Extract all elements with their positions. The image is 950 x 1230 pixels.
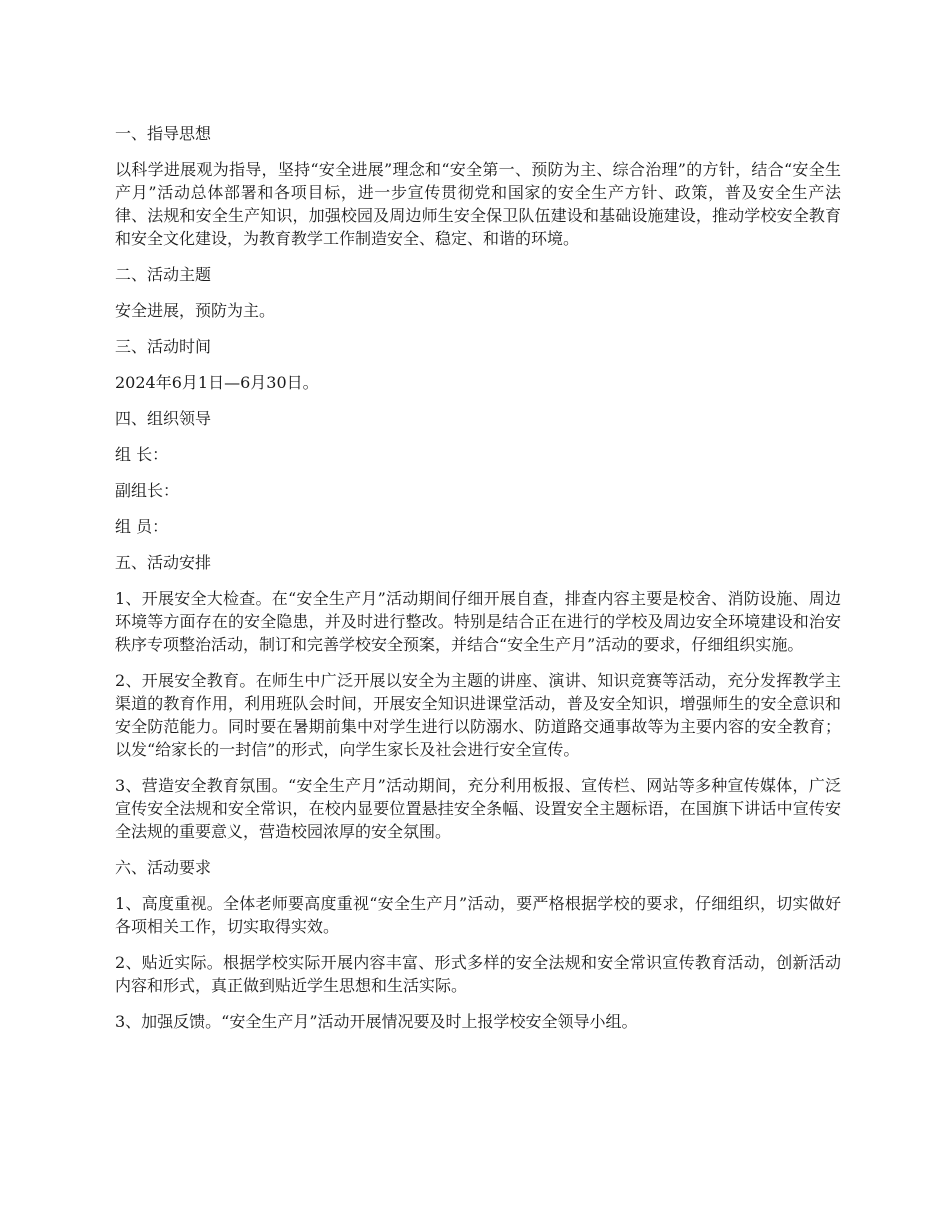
section-heading-activity-time: 三、活动时间 <box>115 337 212 356</box>
section-heading-activity-requirements: 六、活动要求 <box>115 858 212 877</box>
paragraph-requirement-3: 3、加强反馈。“安全生产月”活动开展情况要及时上报学校安全领导小组。 <box>115 1012 638 1031</box>
paragraph-arrangement-1: 1、开展安全大检查。在“安全生产月”活动期间仔细开展自查，排查内容主要是校舍、消防设施、周边环境等方面存在的安全隐患，并及时进行整改。特别是结合正在进行的学校及周边安全环境建设和治安秩序专项整治活动，制订和完善学校安全预案，并结合“安全生产月”活动的要求，仔细组织实施。 <box>115 589 841 654</box>
section-heading-activity-theme: 二、活动主题 <box>115 265 212 284</box>
paragraph-arrangement-3: 3、营造安全教育氛围。“安全生产月”活动期间，充分利用板报、宣传栏、网站等多种宣传媒体，广泛宣传安全法规和安全常识，在校内显要位置悬挂安全条幅、设置安全主题标语，在国旗下讲话中宣传安全法规的重要意义，营造校园浓厚的安全氛围。 <box>115 776 841 841</box>
paragraph-guiding-ideology: 以科学进展观为指导，坚持“安全进展”理念和“安全第一、预防为主、综合治理”的方针，结合“安全生产月”活动总体部署和各项目标，进一步宣传贯彻党和国家的安全生产方针、政策，普及安全生产法律、法规和安全生产知识，加强校园及周边师生安全保卫队伍建设和基础设施建设，推动学校安全教育和安全文化建设，为教育教学工作制造安全、稳定、和谐的环境。 <box>115 160 841 248</box>
document-page <box>115 122 841 1046</box>
paragraph-team-leader: 组 长： <box>115 445 169 464</box>
section-heading-guiding-ideology: 一、指导思想 <box>115 124 212 143</box>
paragraph-arrangement-2: 2、开展安全教育。在师生中广泛开展以安全为主题的讲座、演讲、知识竞赛等活动，充分发挥教学主渠道的教育作用，利用班队会时间，开展安全知识进课堂活动，普及安全知识，增强师生的安全意识和安全防范能力。同时要在暑期前集中对学生进行以防溺水、防道路交通事故等为主要内容的安全教育；以发“给家长的一封信”的形式，向学生家长及社会进行安全宣传。 <box>115 671 841 759</box>
paragraph-activity-time: 2024年6月1日—6月30日。 <box>115 373 319 392</box>
section-heading-organization: 四、组织领导 <box>115 409 212 428</box>
paragraph-activity-theme: 安全进展，预防为主。 <box>115 301 276 320</box>
paragraph-requirement-1: 1、高度重视。全体老师要高度重视“安全生产月”活动，要严格根据学校的要求，仔细组织，切实做好各项相关工作，切实取得实效。 <box>115 894 841 936</box>
paragraph-team-members: 组 员： <box>115 517 169 536</box>
section-heading-activity-arrangement: 五、活动安排 <box>115 553 212 572</box>
paragraph-deputy-leader: 副组长： <box>115 481 180 500</box>
paragraph-requirement-2: 2、贴近实际。根据学校实际开展内容丰富、形式多样的安全法规和安全常识宣传教育活动，创新活动内容和形式，真正做到贴近学生思想和生活实际。 <box>115 953 841 995</box>
